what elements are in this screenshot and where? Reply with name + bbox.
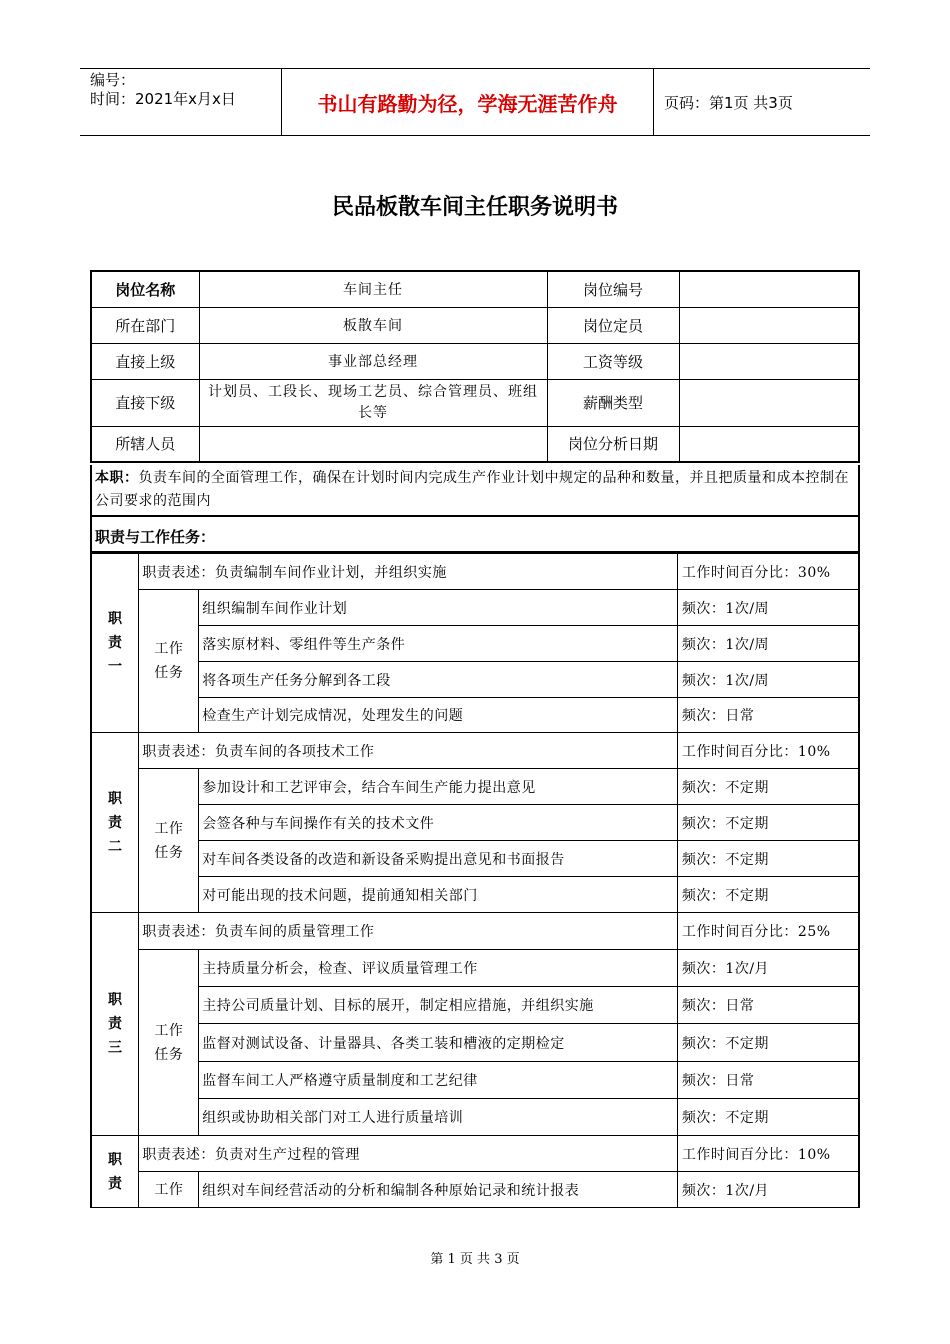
task-frequency: 频次：不定期 <box>677 841 859 877</box>
duty-desc-row <box>91 733 859 769</box>
task-text: 监督对测试设备、计量器具、各类工装和槽液的定期检定 <box>199 1024 678 1062</box>
duty-desc-row <box>91 1136 859 1172</box>
task-frequency: 频次：不定期 <box>677 769 859 805</box>
task-row <box>91 950 859 987</box>
duty-time-percent: 工作时间百分比：25% <box>677 913 859 950</box>
duty-time-percent: 工作时间百分比：30% <box>677 554 859 590</box>
info-label: 所在部门 <box>91 307 199 343</box>
page-header <box>80 68 870 136</box>
duty-number-text: 职责三 <box>107 992 123 1056</box>
duty-time-percent: 工作时间百分比：10% <box>677 733 859 769</box>
info-label: 岗位分析日期 <box>547 426 679 462</box>
task-text: 检查生产计划完成情况，处理发生的问题 <box>199 698 678 733</box>
task-text: 会签各种与车间操作有关的技术文件 <box>199 805 678 841</box>
info-row <box>91 307 859 343</box>
info-label: 薪酬类型 <box>547 379 679 426</box>
task-text: 主持质量分析会，检查、评议质量管理工作 <box>199 950 678 987</box>
info-value <box>679 271 859 307</box>
duty-block <box>90 1135 860 1208</box>
page-footer: 第 1 页 共 3 页 <box>430 1252 520 1267</box>
job-summary-text: 负责车间的全面管理工作，确保在计划时间内完成生产作业计划中规定的品种和数量，并且把质量和成本控制在公司要求的范围内 <box>95 470 849 509</box>
info-value <box>199 426 547 462</box>
duty-number <box>91 554 139 733</box>
duty-block <box>90 553 860 733</box>
info-value: 计划员、工段长、现场工艺员、综合管理员、班组长等 <box>199 379 547 426</box>
duty-desc-row <box>91 913 859 950</box>
job-summary-label: 本职： <box>95 470 139 486</box>
duty-desc-row <box>91 554 859 590</box>
task-text: 主持公司质量计划、目标的展开，制定相应措施，并组织实施 <box>199 987 678 1024</box>
duty-number-text: 职责一 <box>107 611 123 675</box>
duty-number-text: 职责 <box>107 1151 123 1192</box>
task-text: 组织编制车间作业计划 <box>199 590 678 626</box>
task-frequency: 频次：不定期 <box>677 877 859 913</box>
header-meta <box>80 69 282 135</box>
duty-number-text: 职责二 <box>107 790 123 855</box>
info-label: 所辖人员 <box>91 426 199 462</box>
task-label: 工作 <box>139 1172 199 1208</box>
task-frequency: 频次：日常 <box>677 1062 859 1099</box>
duty-time-percent: 工作时间百分比：10% <box>677 1136 859 1172</box>
task-text: 将各项生产任务分解到各工段 <box>199 662 678 698</box>
info-label: 岗位编号 <box>547 271 679 307</box>
info-row <box>91 343 859 379</box>
task-row <box>91 987 859 1024</box>
info-label: 岗位定员 <box>547 307 679 343</box>
info-label: 直接上级 <box>91 343 199 379</box>
task-frequency: 频次：不定期 <box>677 1024 859 1062</box>
task-text: 对车间各类设备的改造和新设备采购提出意见和书面报告 <box>199 841 678 877</box>
task-label-text: 工作任务 <box>154 641 184 681</box>
info-value <box>679 307 859 343</box>
task-frequency: 频次：日常 <box>677 987 859 1024</box>
duties-section-header: 职责与工作任务： <box>90 517 860 553</box>
task-row <box>91 1172 859 1208</box>
info-label: 直接下级 <box>91 379 199 426</box>
task-frequency: 频次：日常 <box>677 698 859 733</box>
info-label: 工资等级 <box>547 343 679 379</box>
task-row <box>91 1024 859 1062</box>
task-row <box>91 662 859 698</box>
job-summary <box>90 465 860 517</box>
task-row <box>91 626 859 662</box>
task-frequency: 频次：不定期 <box>677 1099 859 1136</box>
info-value <box>679 343 859 379</box>
duty-description: 职责表述：负责对生产过程的管理 <box>139 1136 678 1172</box>
task-row <box>91 1062 859 1099</box>
task-text: 组织或协助相关部门对工人进行质量培训 <box>199 1099 678 1136</box>
task-label <box>139 950 199 1136</box>
info-row <box>91 379 859 426</box>
task-frequency: 频次：1次/周 <box>677 626 859 662</box>
duty-description: 职责表述：负责车间的各项技术工作 <box>139 733 678 769</box>
task-row <box>91 805 859 841</box>
duty-description: 职责表述：负责编制车间作业计划，并组织实施 <box>139 554 678 590</box>
task-label <box>139 769 199 913</box>
task-label-text: 工作任务 <box>154 1022 184 1063</box>
duty-description: 职责表述：负责车间的质量管理工作 <box>139 913 678 950</box>
header-motto: 书山有路勤为径，学海无涯苦作舟 <box>282 69 654 135</box>
task-frequency: 频次：1次/周 <box>677 662 859 698</box>
info-row <box>91 271 859 307</box>
info-value: 事业部总经理 <box>199 343 547 379</box>
task-row <box>91 841 859 877</box>
task-text: 落实原材料、零组件等生产条件 <box>199 626 678 662</box>
task-row <box>91 698 859 733</box>
task-text: 参加设计和工艺评审会，结合车间生产能力提出意见 <box>199 769 678 805</box>
task-row <box>91 769 859 805</box>
task-label <box>139 590 199 733</box>
task-row <box>91 590 859 626</box>
task-text: 监督车间工人严格遵守质量制度和工艺纪律 <box>199 1062 678 1099</box>
task-text: 对可能出现的技术问题，提前通知相关部门 <box>199 877 678 913</box>
position-info-table <box>90 270 860 463</box>
info-value <box>679 379 859 426</box>
info-label: 岗位名称 <box>91 271 199 307</box>
document-number: 编号： <box>90 71 136 89</box>
duty-number <box>91 733 139 913</box>
info-value: 板散车间 <box>199 307 547 343</box>
info-value <box>679 426 859 462</box>
task-frequency: 频次：1次/月 <box>677 1172 859 1208</box>
task-frequency: 频次：不定期 <box>677 805 859 841</box>
duty-block <box>90 732 860 913</box>
info-value: 车间主任 <box>199 271 547 307</box>
header-page-info: 页码：第1页 共3页 <box>664 93 793 112</box>
task-frequency: 频次：1次/周 <box>677 590 859 626</box>
duty-block <box>90 912 860 1136</box>
document-date: 时间：2021年x月x日 <box>90 90 236 108</box>
info-row <box>91 426 859 462</box>
duty-number <box>91 913 139 1136</box>
document-title: 民品板散车间主任职务说明书 <box>331 195 618 220</box>
task-row <box>91 877 859 913</box>
task-label-text: 工作任务 <box>154 820 184 861</box>
task-row <box>91 1099 859 1136</box>
task-frequency: 频次：1次/月 <box>677 950 859 987</box>
duty-number <box>91 1136 139 1208</box>
task-text: 组织对车间经营活动的分析和编制各种原始记录和统计报表 <box>199 1172 678 1208</box>
